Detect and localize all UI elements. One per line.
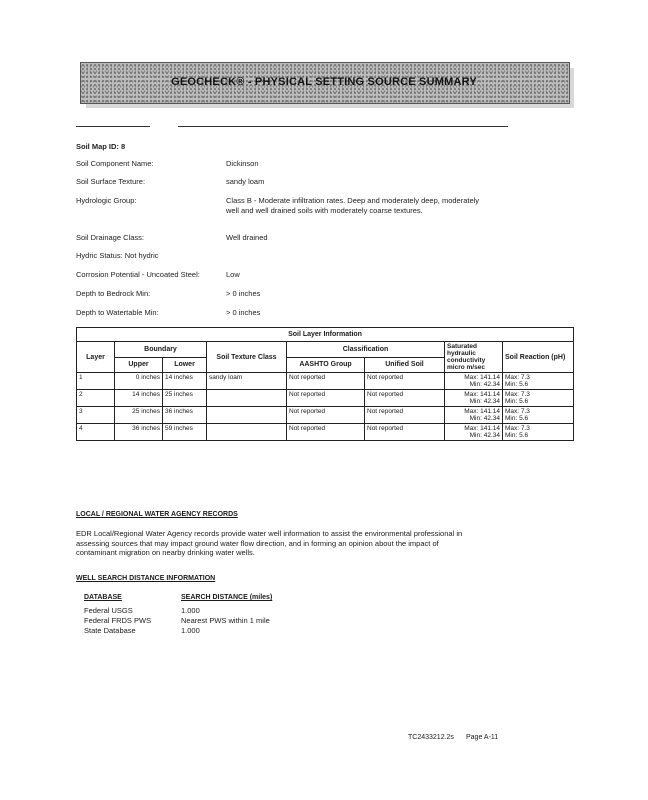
cell-lower: 25 inches [163,390,207,407]
ph-min: Min: 5.6 [505,398,529,405]
water-agency-body: EDR Local/Regional Water Agency records provide water well information to assist the environmental professional in assessing sources that may impact ground water flow direction, and in forming an opinion about the impact of contaminant migration on nearby drinking water wells. [76,529,463,557]
header-rule-left [76,126,150,127]
field-label: Soil Component Name: [76,159,154,168]
cond-max: Max: 141.14 [464,408,500,415]
table-row [77,424,574,441]
field-value: Well drained [226,233,268,242]
cell-texture [207,407,287,424]
cell-lower: 36 inches [163,407,207,424]
col-texture: Soil Texture Class [207,342,287,373]
cell-unified: Not reported [365,373,445,390]
cell-reaction [503,390,574,407]
cell-upper: 14 inches [115,390,163,407]
cell-conductivity [445,424,503,441]
cond-max: Max: 141.14 [464,425,500,432]
cell-conductivity [445,407,503,424]
cell-layer: 3 [77,407,115,424]
ph-min: Min: 5.6 [505,432,529,439]
table-row [77,390,574,407]
table-title: Soil Layer Information [77,328,574,342]
cell-upper: 0 inches [115,373,163,390]
col-conductivity: Saturated hydraulic conductivity micro m/sec [445,342,503,373]
cell-reaction [503,424,574,441]
well-db-name: Federal FRDS PWS [84,616,152,625]
field-label: Hydric Status: Not hydric [76,251,159,260]
field-label: Soil Drainage Class: [76,233,144,242]
cell-layer: 1 [77,373,115,390]
field-value: > 0 inches [226,289,261,298]
table-title-row [77,328,574,342]
field-label: Soil Surface Texture: [76,177,146,186]
soil-layer-table [76,327,574,441]
col-reaction: Soil Reaction (pH) [503,342,574,373]
cond-max: Max: 141.14 [464,374,500,381]
field-value: sandy loam [226,177,265,186]
col-upper: Upper [115,357,163,373]
field-value: > 0 inches [226,308,261,317]
cell-upper: 25 inches [115,407,163,424]
ph-min: Min: 5.6 [505,415,529,422]
well-db-name: State Database [84,626,136,635]
cell-aashto: Not reported [287,373,365,390]
ph-max: Max: 7.3 [505,391,530,398]
soil-map-id: Soil Map ID: 8 [76,142,126,151]
field-label: Depth to Watertable Min: [76,308,159,317]
cond-min: Min: 42.34 [469,415,500,422]
col-database-header: DATABASE [84,594,122,601]
cell-conductivity [445,390,503,407]
table-group-row [77,342,574,358]
col-unified: Unified Soil [365,357,445,373]
cell-conductivity [445,373,503,390]
cell-lower: 14 inches [163,373,207,390]
cell-lower: 59 inches [163,424,207,441]
cell-aashto: Not reported [287,424,365,441]
ph-max: Max: 7.3 [505,425,530,432]
ph-max: Max: 7.3 [505,374,530,381]
cell-unified: Not reported [365,424,445,441]
cell-texture [207,424,287,441]
field-label: Depth to Bedrock Min: [76,289,151,298]
header-rule-right [178,126,508,127]
cell-layer: 2 [77,390,115,407]
cell-texture: sandy loam [207,373,287,390]
well-db-distance: 1.000 [181,626,200,635]
field-label: Corrosion Potential - Uncoated Steel: [76,270,200,279]
col-layer: Layer [77,342,115,373]
cell-texture [207,390,287,407]
col-lower: Lower [163,357,207,373]
cell-aashto: Not reported [287,390,365,407]
group-classification: Classification [287,342,445,358]
table-row [77,407,574,424]
col-aashto: AASHTO Group [287,357,365,373]
footer-page-number: Page A-11 [466,734,499,741]
col-distance-header: SEARCH DISTANCE (miles) [181,594,273,601]
well-db-distance: Nearest PWS within 1 mile [181,616,270,625]
ph-max: Max: 7.3 [505,408,530,415]
field-value: Class B - Moderate infiltration rates. Deep and moderately deep, moderately well and well drained soils with moderately coarse textures. [226,196,480,215]
cell-reaction [503,373,574,390]
cond-min: Min: 42.34 [469,381,500,388]
cell-reaction [503,407,574,424]
field-label: Hydrologic Group: [76,196,137,205]
cond-min: Min: 42.34 [469,432,500,439]
well-db-name: Federal USGS [84,606,133,615]
water-agency-heading: LOCAL / REGIONAL WATER AGENCY RECORDS [76,511,238,518]
cell-layer: 4 [77,424,115,441]
footer-doc-id: TC2433212.2s [408,734,454,741]
cell-upper: 36 inches [115,424,163,441]
group-boundary: Boundary [115,342,207,358]
well-db-distance: 1.000 [181,606,200,615]
page-title: GEOCHECK® - PHYSICAL SETTING SOURCE SUMMARY [171,76,477,88]
cell-aashto: Not reported [287,407,365,424]
table-row [77,373,574,390]
cond-max: Max: 141.14 [464,391,500,398]
field-value: Low [226,270,240,279]
well-search-heading: WELL SEARCH DISTANCE INFORMATION [76,575,216,582]
ph-min: Min: 5.6 [505,381,529,388]
cond-min: Min: 42.34 [469,398,500,405]
cell-unified: Not reported [365,390,445,407]
field-value: Dickinson [226,159,259,168]
cell-unified: Not reported [365,407,445,424]
